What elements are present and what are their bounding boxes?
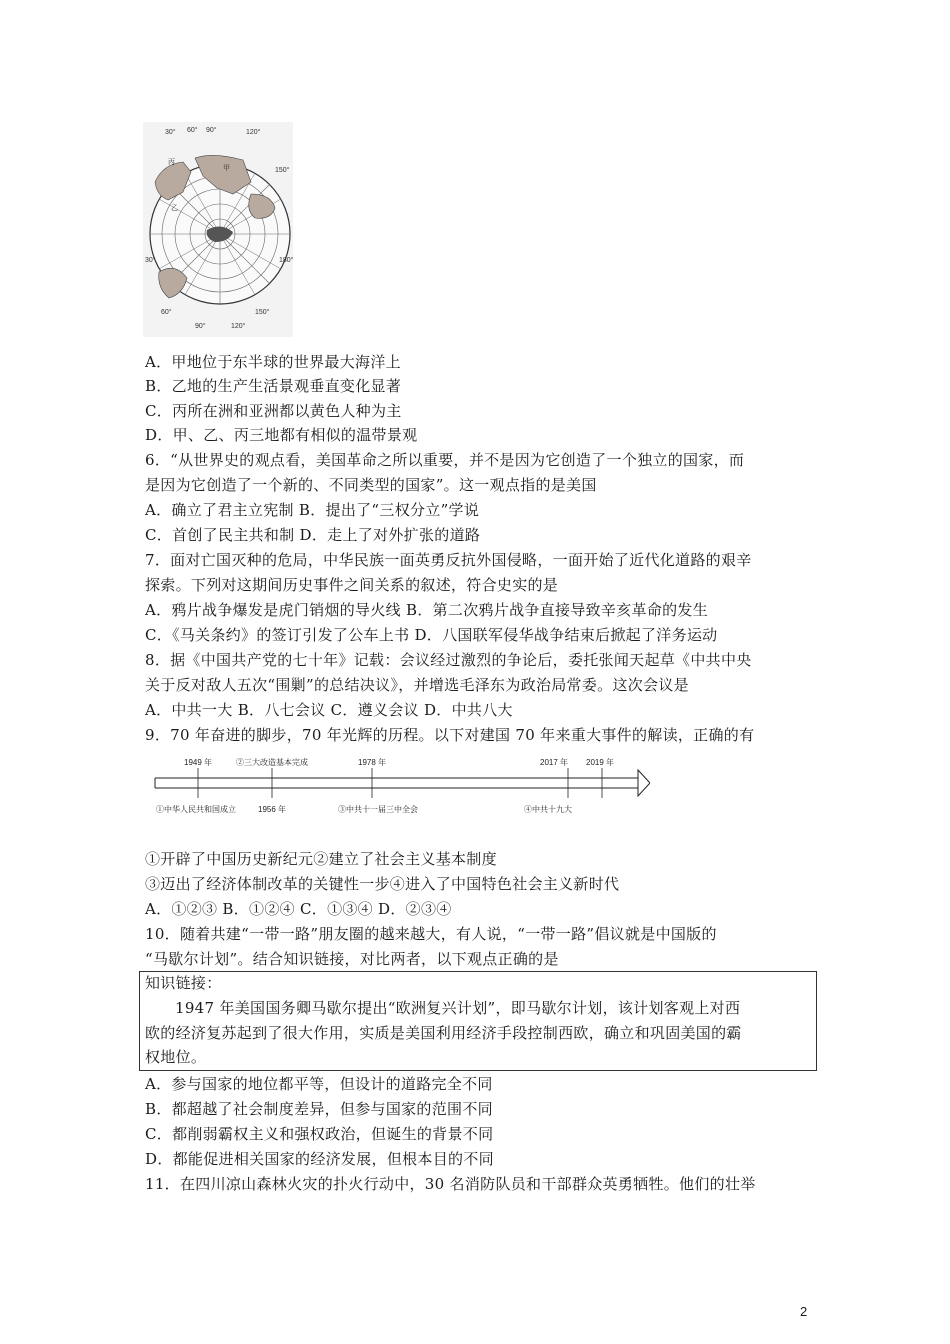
q9-statements-34: ③迈出了经济体制改革的关键性一步④进入了中国特色社会主义新时代 xyxy=(145,875,620,893)
q10-option-d: D．都能促进相关国家的经济发展，但根本目的不同 xyxy=(145,1150,494,1168)
q5-option-c: C．丙所在洲和亚洲都以黄色人种为主 xyxy=(145,402,402,420)
map-label-90: 90° xyxy=(206,127,217,134)
q8-stem-1: 8．据《中国共产党的七十年》记载：会议经过激烈的争论后，委托张闻天起草《中共中央 xyxy=(145,651,752,669)
q9-statements-12: ①开辟了中国历史新纪元②建立了社会主义基本制度 xyxy=(145,850,497,868)
q10-option-c: C．都削弱霸权主义和强权政治，但诞生的背景不同 xyxy=(145,1125,494,1143)
timeline-top-1949: 1949 年 xyxy=(184,758,213,767)
q7-stem-2: 探索。下列对这期间历史事件之间关系的叙述，符合史实的是 xyxy=(145,576,559,594)
q9-stem: 9．70 年奋进的脚步，70 年光辉的历程。以下对建国 70 年来重大事件的解读，正确的有 xyxy=(145,726,755,744)
q6-options-cd: C．首创了民主共和制 D．走上了对外扩张的道路 xyxy=(145,526,481,544)
q7-options-cd: C．《马关条约》的签订引发了公车上书 D．八国联军侵华战争结束后掀起了洋务运动 xyxy=(145,626,718,644)
q10-stem-1: 10．随着共建“一带一路”朋友圈的越来越大，有人说，“一带一路”倡议就是中国版的 xyxy=(145,925,717,943)
map-label-30: 30° xyxy=(165,129,176,136)
map-label-bing: 丙 xyxy=(168,159,175,166)
map-label-180: 180° xyxy=(279,257,293,264)
q9-options: A．①②③ B．①②④ C．①③④ D．②③④ xyxy=(145,900,452,918)
q10-option-b: B．都超越了社会制度差异，但参与国家的范围不同 xyxy=(145,1100,493,1118)
q5-option-d: D．甲、乙、丙三地都有相似的温带景观 xyxy=(145,426,418,444)
q10-stem-2: “马歇尔计划”。结合知识链接，对比两者，以下观点正确的是 xyxy=(145,950,559,968)
q6-stem-2: 是因为它创造了一个新的、不同类型的国家”。这一观点指的是美国 xyxy=(145,476,597,494)
timeline-top-1978: 1978 年 xyxy=(358,758,387,767)
timeline-bottom-1956: 1956 年 xyxy=(258,805,287,814)
q8-stem-2: 关于反对敌人五次“围剿”的总结决议》，并增选毛泽东为政治局常委。这次会议是 xyxy=(145,676,689,694)
map-label-150: 150° xyxy=(275,167,290,174)
map-label-120: 120° xyxy=(246,129,261,136)
timeline-bottom-19th: ④中共十九大 xyxy=(524,805,572,814)
map-label-90-bottom: 90° xyxy=(195,323,206,330)
timeline-figure xyxy=(150,752,650,824)
map-label-jia: 甲 xyxy=(223,165,230,172)
q8-options: A．中共一大 B．八七会议 C．遵义会议 D．中共八大 xyxy=(145,701,513,719)
timeline-bottom-plenum: ③中共十一届三中全会 xyxy=(338,805,418,814)
map-label-60: 60° xyxy=(187,127,198,134)
page-number: 2 xyxy=(800,1304,808,1319)
timeline-top-2019: 2019 年 xyxy=(586,758,615,767)
q7-options-ab: A．鸦片战争爆发是虎门销烟的导火线 B．第二次鸦片战争直接导致辛亥革命的发生 xyxy=(145,601,709,619)
polar-map-figure xyxy=(143,122,293,337)
map-label-60-bottom: 60° xyxy=(161,309,172,316)
map-label-120-bottom: 120° xyxy=(231,323,246,330)
q5-option-b: B．乙地的生产生活景观垂直变化显著 xyxy=(145,377,402,395)
knowledge-line-2: 欧的经济复苏起到了很大作用，实质是美国利用经济手段控制西欧，确立和巩固美国的霸 xyxy=(145,1024,742,1042)
knowledge-link-box xyxy=(139,971,817,1071)
q6-options-ab: A．确立了君主立宪制 B．提出了“三权分立”学说 xyxy=(145,501,480,519)
q10-option-a: A．参与国家的地位都平等，但设计的道路完全不同 xyxy=(145,1075,493,1093)
knowledge-title: 知识链接： xyxy=(145,974,222,992)
q7-stem-1: 7．面对亡国灭种的危局，中华民族一面英勇反抗外国侵略，一面开始了近代化道路的艰辛 xyxy=(145,551,752,569)
q6-stem-1: 6．“从世界史的观点看，美国革命之所以重要，并不是因为它创造了一个独立的国家，而 xyxy=(145,451,745,469)
knowledge-line-3: 权地位。 xyxy=(145,1048,207,1066)
q11-stem-1: 11．在四川凉山森林火灾的扑火行动中，30 名消防队员和干部群众英勇牺牲。他们的壮举 xyxy=(145,1175,756,1193)
map-label-30-left: 30° xyxy=(145,257,156,264)
timeline-top-reform: ②三大改造基本完成 xyxy=(236,758,308,767)
timeline-top-2017: 2017 年 xyxy=(540,758,569,767)
knowledge-line-1: 1947 年美国国务卿马歇尔提出“欧洲复兴计划”，即马歇尔计划，该计划客观上对西 xyxy=(175,999,741,1017)
map-label-yi: 乙 xyxy=(171,205,178,212)
q5-option-a: A．甲地位于东半球的世界最大海洋上 xyxy=(145,353,401,371)
map-label-150-bottom: 150° xyxy=(255,309,270,316)
timeline-bottom-founding: ①中华人民共和国成立 xyxy=(156,805,236,814)
